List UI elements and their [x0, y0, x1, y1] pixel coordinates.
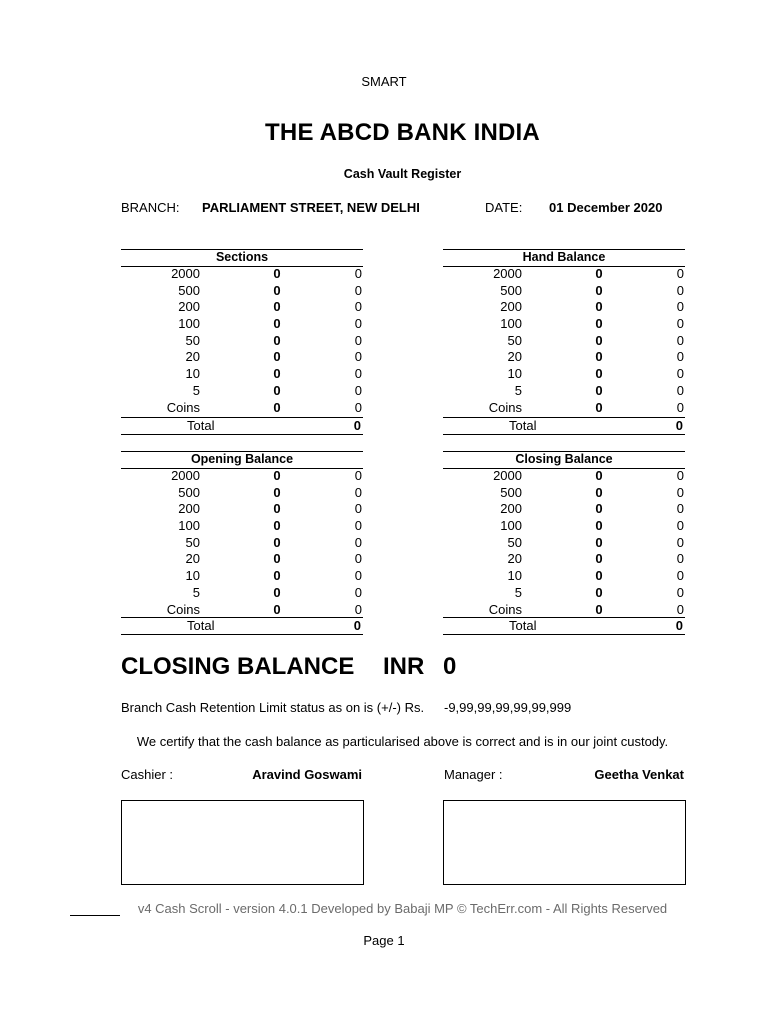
- amount-cell: 0: [676, 584, 684, 600]
- denomination-cell: 200: [500, 501, 522, 517]
- count-cell: 0: [273, 316, 281, 332]
- table-row: [443, 585, 685, 602]
- count-cell: 0: [273, 518, 281, 534]
- count-cell: 0: [595, 299, 603, 315]
- count-cell: 0: [595, 484, 603, 500]
- table-row: [121, 283, 363, 300]
- amount-cell: 0: [676, 568, 684, 584]
- denomination-cell: 50: [507, 534, 522, 550]
- count-cell: 0: [273, 534, 281, 550]
- denomination-cell: 50: [185, 332, 200, 348]
- denomination-cell: 10: [507, 366, 522, 382]
- table-total-row: [121, 617, 363, 635]
- denomination-cell: 50: [507, 332, 522, 348]
- denomination-cell: 500: [500, 282, 522, 298]
- table-row: [443, 383, 685, 400]
- count-cell: 0: [273, 382, 281, 398]
- amount-cell: 0: [354, 501, 362, 517]
- table-row: [121, 485, 363, 502]
- denomination-cell: 500: [500, 484, 522, 500]
- manager-name: Geetha Venkat: [594, 767, 684, 782]
- table-row: [121, 468, 363, 485]
- amount-cell: 0: [676, 282, 684, 298]
- count-cell: 0: [595, 266, 603, 281]
- denomination-cell: 2000: [493, 266, 522, 281]
- denomination-cell: 200: [178, 299, 200, 315]
- table-title: Hand Balance: [443, 249, 685, 267]
- closing-balance-amount: 0: [443, 653, 457, 680]
- cashier-name: Aravind Goswami: [252, 767, 362, 782]
- denomination-cell: 20: [185, 349, 200, 365]
- count-cell: 0: [273, 584, 281, 600]
- date-label: DATE:: [485, 200, 523, 215]
- count-cell: 0: [273, 551, 281, 567]
- date-value: 01 December 2020: [549, 200, 663, 215]
- table-row: [443, 316, 685, 333]
- amount-cell: 0: [676, 518, 684, 534]
- branch-label: BRANCH:: [121, 200, 180, 215]
- denomination-cell: 10: [185, 568, 200, 584]
- table-row: [121, 518, 363, 535]
- denomination-cell: 500: [178, 484, 200, 500]
- table-row: [443, 349, 685, 366]
- count-cell: 0: [273, 484, 281, 500]
- denomination-cell: 5: [192, 382, 200, 398]
- table-row: [443, 366, 685, 383]
- table-row: [121, 602, 363, 619]
- closing-balance-label: CLOSING BALANCE: [121, 653, 355, 680]
- total-value: 0: [353, 418, 361, 433]
- denomination-cell: 2000: [171, 468, 200, 483]
- count-cell: 0: [273, 568, 281, 584]
- count-cell: 0: [595, 551, 603, 567]
- amount-cell: 0: [354, 551, 362, 567]
- denomination-cell: 10: [507, 568, 522, 584]
- denomination-cell: 500: [178, 282, 200, 298]
- amount-cell: 0: [354, 299, 362, 315]
- bank-name-title: THE ABCD BANK INDIA: [265, 119, 540, 146]
- branch-value: PARLIAMENT STREET, NEW DELHI: [202, 200, 420, 215]
- amount-cell: 0: [676, 349, 684, 365]
- denomination-cell: Coins: [488, 601, 522, 617]
- count-cell: 0: [273, 399, 281, 415]
- denomination-cell: 2000: [493, 468, 522, 483]
- table-row: [443, 266, 685, 283]
- denomination-cell: 20: [507, 349, 522, 365]
- table-rows: [121, 266, 363, 416]
- denomination-cell: 5: [192, 584, 200, 600]
- amount-cell: 0: [676, 501, 684, 517]
- denomination-cell: 5: [514, 382, 522, 398]
- table-row: [443, 602, 685, 619]
- amount-cell: 0: [354, 266, 362, 281]
- total-value: 0: [353, 618, 361, 633]
- count-cell: 0: [273, 601, 281, 617]
- denomination-cell: 100: [500, 518, 522, 534]
- table-row: [443, 299, 685, 316]
- amount-cell: 0: [676, 534, 684, 550]
- table-row: [121, 400, 363, 417]
- table-row: [443, 568, 685, 585]
- table-row: [443, 535, 685, 552]
- amount-cell: 0: [354, 534, 362, 550]
- count-cell: 0: [273, 501, 281, 517]
- certification-statement: We certify that the cash balance as particularised above is correct and is in our joint custody.: [136, 734, 669, 749]
- count-cell: 0: [595, 501, 603, 517]
- manager-signature-box: [443, 800, 686, 885]
- table-row: [443, 501, 685, 518]
- table-row: [121, 568, 363, 585]
- denomination-cell: Coins: [166, 601, 200, 617]
- amount-cell: 0: [676, 266, 684, 281]
- count-cell: 0: [273, 299, 281, 315]
- count-cell: 0: [595, 366, 603, 382]
- table-row: [121, 535, 363, 552]
- denomination-cell: 100: [500, 316, 522, 332]
- count-cell: 0: [273, 266, 281, 281]
- table-row: [121, 316, 363, 333]
- manager-label: Manager :: [444, 767, 503, 782]
- page-number: Page 1: [363, 933, 405, 948]
- count-cell: 0: [595, 382, 603, 398]
- amount-cell: 0: [354, 568, 362, 584]
- count-cell: 0: [595, 568, 603, 584]
- amount-cell: 0: [354, 518, 362, 534]
- table-row: [121, 266, 363, 283]
- amount-cell: 0: [676, 299, 684, 315]
- amount-cell: 0: [676, 382, 684, 398]
- denomination-cell: 50: [185, 534, 200, 550]
- table-row: [121, 383, 363, 400]
- total-label: Total: [509, 418, 537, 433]
- count-cell: 0: [273, 349, 281, 365]
- table-rows: [121, 468, 363, 618]
- currency-label: INR: [383, 653, 425, 680]
- count-cell: 0: [595, 332, 603, 348]
- table-rows: [443, 468, 685, 618]
- table-total-row: [443, 617, 685, 635]
- table-title: Closing Balance: [443, 451, 685, 469]
- closing-balance-headline: [121, 653, 457, 681]
- denomination-cell: 200: [178, 501, 200, 517]
- amount-cell: 0: [354, 366, 362, 382]
- table-row: [443, 485, 685, 502]
- count-cell: 0: [273, 282, 281, 298]
- denomination-cell: 10: [185, 366, 200, 382]
- amount-cell: 0: [676, 399, 684, 415]
- table-row: [443, 518, 685, 535]
- footer-credit: v4 Cash Scroll - version 4.0.1 Developed by Babaji MP © TechErr.com - All Rights Reserved: [137, 901, 668, 916]
- denomination-cell: 2000: [171, 266, 200, 281]
- amount-cell: 0: [676, 316, 684, 332]
- amount-cell: 0: [676, 484, 684, 500]
- total-label: Total: [187, 418, 215, 433]
- retention-limit-label: Branch Cash Retention Limit status as on is (+/-) Rs.: [121, 700, 425, 715]
- table-row: [443, 283, 685, 300]
- table-row: [443, 468, 685, 485]
- amount-cell: 0: [676, 332, 684, 348]
- count-cell: 0: [595, 399, 603, 415]
- count-cell: 0: [595, 518, 603, 534]
- amount-cell: 0: [354, 282, 362, 298]
- count-cell: 0: [595, 316, 603, 332]
- cashier-signature-box: [121, 800, 364, 885]
- denomination-cell: 5: [514, 584, 522, 600]
- denomination-cell: Coins: [166, 399, 200, 415]
- count-cell: 0: [595, 584, 603, 600]
- table-row: [121, 585, 363, 602]
- total-label: Total: [509, 618, 537, 633]
- count-cell: 0: [273, 468, 281, 483]
- amount-cell: 0: [354, 584, 362, 600]
- table-row: [121, 501, 363, 518]
- denomination-cell: 100: [178, 518, 200, 534]
- table-title: Sections: [121, 249, 363, 267]
- table-row: [443, 400, 685, 417]
- denomination-cell: 200: [500, 299, 522, 315]
- amount-cell: 0: [354, 349, 362, 365]
- amount-cell: 0: [676, 468, 684, 483]
- table-rows: [443, 266, 685, 416]
- table-row: [121, 333, 363, 350]
- amount-cell: 0: [354, 316, 362, 332]
- amount-cell: 0: [676, 366, 684, 382]
- count-cell: 0: [595, 349, 603, 365]
- denomination-cell: 20: [185, 551, 200, 567]
- count-cell: 0: [595, 282, 603, 298]
- header-smart-label: SMART: [361, 74, 407, 89]
- count-cell: 0: [273, 366, 281, 382]
- total-value: 0: [675, 418, 683, 433]
- amount-cell: 0: [354, 382, 362, 398]
- denomination-cell: 100: [178, 316, 200, 332]
- table-row: [121, 299, 363, 316]
- table-total-row: [121, 417, 363, 435]
- table-row: [121, 551, 363, 568]
- retention-limit-value: -9,99,99,99,99,99,999: [444, 700, 572, 715]
- amount-cell: 0: [354, 468, 362, 483]
- amount-cell: 0: [354, 332, 362, 348]
- table-row: [443, 551, 685, 568]
- total-value: 0: [675, 618, 683, 633]
- count-cell: 0: [595, 534, 603, 550]
- table-row: [443, 333, 685, 350]
- count-cell: 0: [273, 332, 281, 348]
- amount-cell: 0: [676, 551, 684, 567]
- cashier-label: Cashier :: [121, 767, 174, 782]
- amount-cell: 0: [354, 484, 362, 500]
- count-cell: 0: [595, 601, 603, 617]
- denomination-cell: 20: [507, 551, 522, 567]
- amount-cell: 0: [354, 399, 362, 415]
- table-row: [121, 366, 363, 383]
- total-label: Total: [187, 618, 215, 633]
- denomination-cell: Coins: [488, 399, 522, 415]
- amount-cell: 0: [676, 601, 684, 617]
- register-subtitle: Cash Vault Register: [343, 167, 462, 181]
- table-row: [121, 349, 363, 366]
- amount-cell: 0: [354, 601, 362, 617]
- count-cell: 0: [595, 468, 603, 483]
- table-total-row: [443, 417, 685, 435]
- table-title: Opening Balance: [121, 451, 363, 469]
